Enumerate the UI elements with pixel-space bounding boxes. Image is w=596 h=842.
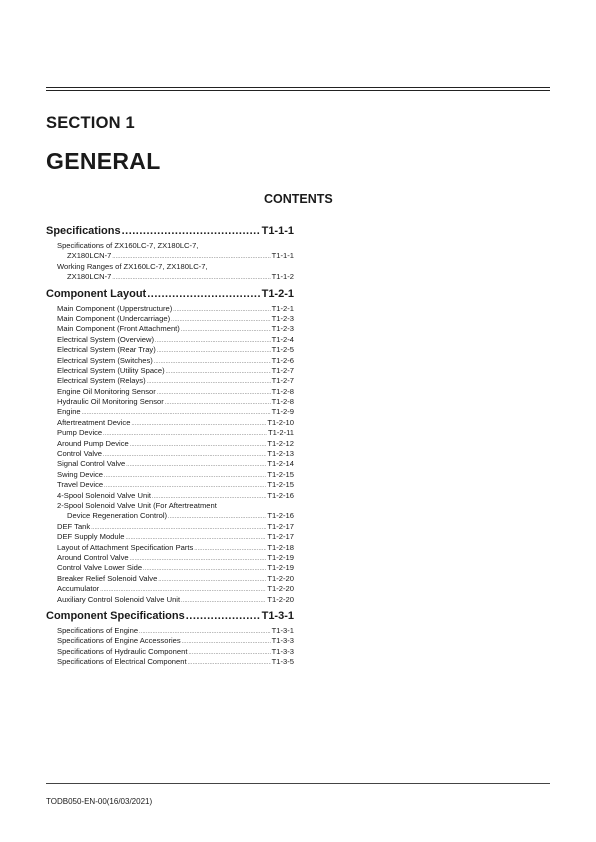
toc-entry-text: Main Component (Upperstructure) [57,303,173,313]
toc-entry-text: ZX180LCN-7 [67,272,112,282]
toc-entry-page: T1-2-9 [271,407,294,417]
toc-entry-text: DEF Tank [57,521,91,531]
toc-entry-text: Swing Device [57,469,104,479]
toc-entry-text: Layout of Attachment Specification Parts [57,542,194,552]
toc-entry-page: T1-3-5 [271,657,294,667]
toc-entry-page: T1-3-3 [271,636,294,646]
toc-entry-text: Electrical System (Switches) [57,355,153,365]
toc-group-heading[interactable] [46,608,294,625]
toc-entry-text: Main Component (Front Attachment) [57,324,180,334]
toc-entry[interactable] [57,241,294,251]
toc-entry[interactable] [57,376,294,386]
toc-entry[interactable] [57,356,294,366]
toc-entry-text: Around Control Valve [57,552,129,562]
dot-leader [112,272,270,283]
toc-entry[interactable] [57,439,294,449]
toc-entry[interactable] [57,553,294,563]
toc-entry[interactable] [57,657,294,667]
toc-entry-text: Electrical System (Utility Space) [57,365,165,375]
toc-entry[interactable] [57,501,294,511]
toc-entry-page: T1-2-4 [271,334,294,344]
toc-entry-text: Main Component (Undercarriage) [57,313,171,323]
toc-entry[interactable] [57,262,294,272]
toc-entry-text: Around Pump Device [57,438,129,448]
toc-entry-page: T1-2-17 [267,532,294,542]
toc-entry-page: T1-2-12 [267,438,294,448]
toc-entry[interactable] [57,532,294,542]
toc-entry-text: Travel Device [57,480,104,490]
table-of-contents [46,223,294,670]
toc-entry-text: Specifications of Hydraulic Component [57,646,188,656]
toc-entry[interactable] [57,397,294,407]
toc-entry[interactable] [57,626,294,636]
toc-entry-text: Electrical System (Overview) [57,334,155,344]
toc-entry-text: Working Ranges of ZX160LC-7, ZX180LC-7, [57,261,208,271]
toc-entries [46,241,294,283]
toc-entry-page: T1-3-1 [271,625,294,635]
toc-entry-page: T1-2-10 [267,417,294,427]
toc-entry-page: T1-2-3 [271,313,294,323]
dot-leader [188,657,271,668]
toc-entry-text: ZX180LCN-7 [67,251,112,261]
toc-entry-page: T1-2-8 [271,397,294,407]
toc-entry-page: T1-2-5 [271,345,294,355]
footer-rule [46,783,550,784]
toc-entry-text: Specifications of Electrical Component [57,657,187,667]
toc-group-component-layout [46,286,294,605]
toc-entry-text: Signal Control Valve [57,459,126,469]
dot-leader [181,595,266,606]
document-code: TODB050-EN-00(16/03/2021) [46,797,153,806]
toc-entry[interactable] [57,480,294,490]
toc-group-component-specifications [46,608,294,668]
header-rule-top [46,87,550,88]
toc-entry-text: Hydraulic Oil Monitoring Sensor [57,397,164,407]
toc-entry[interactable] [57,335,294,345]
toc-entry-page: T1-2-17 [267,521,294,531]
toc-entry[interactable] [57,595,294,605]
toc-entry[interactable] [57,428,294,438]
toc-entry-page: T1-2-19 [267,552,294,562]
toc-entry[interactable] [57,647,294,657]
toc-group-title: Component Specifications [46,609,185,622]
toc-entry-text: Engine Oil Monitoring Sensor [57,386,156,396]
toc-entry[interactable] [57,459,294,469]
toc-entry-page: T1-2-20 [267,594,294,604]
dot-leader [122,223,261,240]
toc-entry-text: Accumulator [57,584,100,594]
toc-entry[interactable] [57,324,294,334]
toc-entry-page: T1-2-8 [271,386,294,396]
toc-group-page: T1-2-1 [261,287,294,300]
toc-entry-page: T1-3-3 [271,646,294,656]
toc-entry-page: T1-2-13 [267,449,294,459]
toc-entries [46,304,294,605]
toc-entry-text: Control Valve Lower Side [57,563,143,573]
toc-entry-text: Electrical System (Relays) [57,376,146,386]
toc-entry[interactable] [57,366,294,376]
toc-entry-text: Pump Device [57,428,103,438]
toc-group-page: T1-3-1 [261,609,294,622]
toc-entry-page: T1-2-15 [267,469,294,479]
toc-group-title: Specifications [46,225,121,237]
toc-entry-page: T1-2-16 [267,490,294,500]
toc-entry[interactable] [57,418,294,428]
toc-entry-page: T1-2-7 [271,365,294,375]
toc-entry-text: DEF Supply Module [57,532,125,542]
toc-entry-text: Device Regeneration Control) [67,511,168,521]
toc-entry[interactable] [57,574,294,584]
toc-entry[interactable] [57,251,294,261]
section-label: SECTION 1 [46,114,135,132]
toc-entry[interactable] [57,407,294,417]
toc-entry-text: Specifications of Engine [57,625,139,635]
toc-entry-text: Breaker Relief Solenoid Valve [57,573,158,583]
toc-entry-page: T1-2-18 [267,542,294,552]
toc-entry-text: Specifications of Engine Accessories [57,636,181,646]
toc-entry[interactable] [57,449,294,459]
toc-entry[interactable] [57,304,294,314]
toc-entry-text: Specifications of ZX160LC-7, ZX180LC-7, [57,241,199,250]
toc-entry-page: T1-2-20 [267,584,294,594]
toc-entry[interactable] [57,314,294,324]
toc-entry[interactable] [57,563,294,573]
header-rule-bottom [46,90,550,91]
toc-entry[interactable] [57,584,294,594]
toc-entry-page: T1-2-6 [271,355,294,365]
dot-leader [147,286,260,303]
toc-entry-text: Aftertreatment Device [57,417,131,427]
toc-entry-page: T1-2-20 [267,573,294,583]
toc-entry[interactable] [57,511,294,521]
toc-entry-text: Engine [57,407,81,417]
toc-entry-text: Electrical System (Rear Tray) [57,345,156,355]
toc-entry-text: 2-Spool Solenoid Valve Unit (For Aftertreatment [57,500,217,510]
toc-entry[interactable] [57,522,294,532]
toc-group-title: Component Layout [46,287,147,300]
toc-entry[interactable] [57,543,294,553]
toc-entry-page: T1-1-2 [271,272,294,282]
toc-entry[interactable] [57,387,294,397]
toc-entry-page: T1-2-19 [267,563,294,573]
contents-heading: CONTENTS [264,192,333,206]
toc-group-specifications [46,223,294,283]
toc-entry-page: T1-2-11 [267,428,294,438]
toc-entry-page: T1-2-16 [267,511,294,521]
toc-entry[interactable] [57,491,294,501]
toc-entries [46,626,294,668]
toc-entry-text: 4-Spool Solenoid Valve Unit [57,490,151,500]
dot-leader [186,608,261,625]
toc-entry[interactable] [57,470,294,480]
toc-entry-text: Auxiliary Control Solenoid Valve Unit [57,594,181,604]
toc-entry-page: T1-1-1 [271,251,294,261]
toc-group-heading[interactable] [46,223,294,240]
toc-entry-page: T1-2-3 [271,324,294,334]
toc-entry-page: T1-2-15 [267,480,294,490]
toc-group-page: T1-1-1 [261,225,294,237]
toc-entry[interactable] [57,636,294,646]
toc-entry-page: T1-2-1 [271,303,294,313]
toc-entry-page: T1-2-14 [267,459,294,469]
toc-entry-text: Control Valve [57,449,103,459]
toc-entry[interactable] [57,345,294,355]
section-title: GENERAL [46,148,161,174]
toc-entry-page: T1-2-7 [271,376,294,386]
toc-group-heading[interactable] [46,286,294,303]
toc-entry[interactable] [57,272,294,282]
